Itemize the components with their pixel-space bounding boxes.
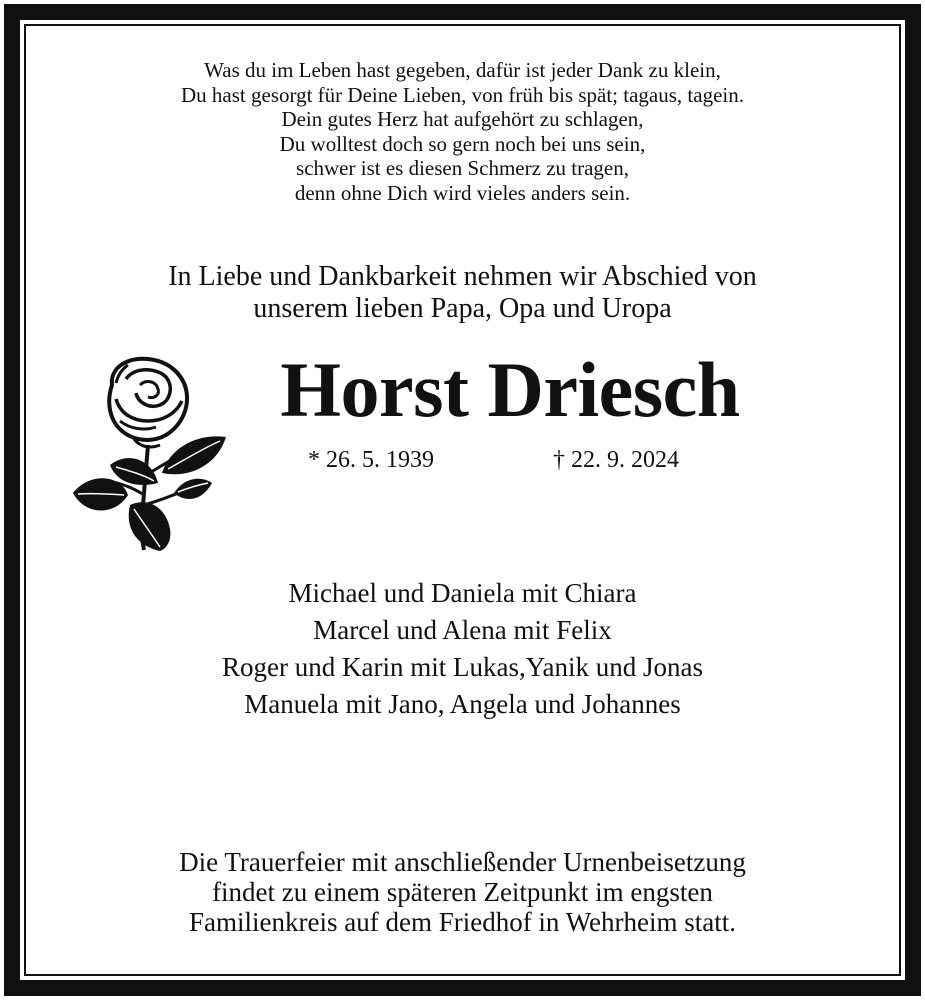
- poem-line: schwer ist es diesen Schmerz zu tragen,: [296, 156, 629, 180]
- poem-line: Du hast gesorgt für Deine Lieben, von früh bis spät; tagaus, tagein.: [181, 82, 744, 107]
- family-line: Roger und Karin mit Lukas,Yanik und Jonas: [222, 652, 703, 682]
- poem-line: denn ohne Dich wird vieles anders sein.: [294, 180, 631, 205]
- service-line: findet zu einem späteren Zeitpunkt im engsten: [212, 877, 713, 907]
- service-line: Familienkreis auf dem Friedhof in Wehrheim statt.: [189, 907, 736, 937]
- intro-line: unserem lieben Papa, Opa und Uropa: [253, 293, 672, 324]
- farewell-intro: [0, 261, 925, 325]
- service-line: Die Trauerfeier mit anschließender Urnenbeisetzung: [179, 847, 746, 877]
- deceased-name: Horst Driesch: [280, 346, 740, 433]
- intro-line: In Liebe und Dankbarkeit nehmen wir Abschied von: [168, 261, 757, 292]
- family-line: Marcel und Alena mit Felix: [313, 615, 612, 645]
- family-members: [0, 575, 925, 723]
- death-date: † 22. 9. 2024: [553, 447, 679, 473]
- funeral-notice: [0, 847, 925, 937]
- poem: [0, 58, 925, 205]
- birth-date: * 26. 5. 1939: [308, 447, 434, 473]
- poem-line: Du wolltest doch so gern noch bei uns sein,: [279, 131, 646, 156]
- family-line: Michael und Daniela mit Chiara: [288, 578, 637, 608]
- poem-line: Was du im Leben hast gegeben, dafür ist jeder Dank zu klein,: [204, 58, 721, 82]
- poem-line: Dein gutes Herz hat aufgehört zu schlagen,: [281, 107, 644, 131]
- family-line: Manuela mit Jano, Angela und Johannes: [244, 689, 681, 719]
